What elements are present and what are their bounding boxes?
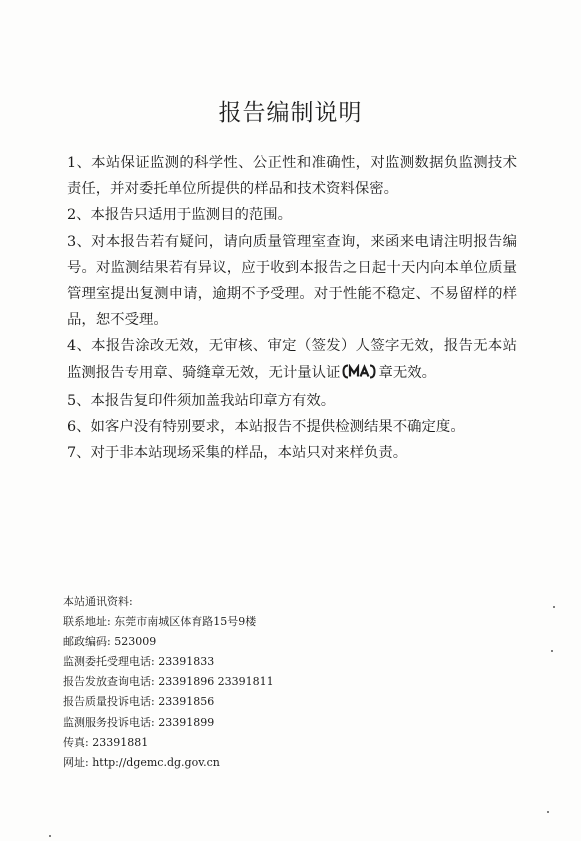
clause-1: 1、本站保证监测的科学性、公正性和准确性，对监测数据负监测技术责任，并对委托单位所提供的样品和技术资料保密。 bbox=[67, 155, 517, 198]
page-title: 报告编制说明 bbox=[218, 100, 363, 126]
contact-address: 联系地址: 东莞市南城区体育路15号9楼 bbox=[63, 615, 257, 629]
clause-3: 3、对本报告若有疑问，请向质量管理室查询，来函来电请注明报告编号。对监测结果若有异议，应于收到本报告之日起十天内向本单位质量管理室提出复测申请，逾期不予受理。对于性能不稳定、不易留样的样品，恕不受理。 bbox=[67, 233, 517, 329]
contact-heading: 本站通讯资料: bbox=[63, 595, 133, 608]
scan-speck bbox=[49, 835, 51, 837]
contact-website: 网址: http://dgemc.dg.gov.cn bbox=[63, 755, 220, 769]
clause-5: 5、本报告复印件须加盖我站印章方有效。 bbox=[67, 392, 336, 409]
contact-fax: 传真: 23391881 bbox=[63, 735, 149, 749]
clause-7: 7、对于非本站现场采集的样品，本站只对来样负责。 bbox=[67, 445, 408, 462]
clause-6: 6、如客户没有特别要求，本站报告不提供检测结果不确定度。 bbox=[67, 419, 465, 436]
scan-speck bbox=[553, 606, 555, 608]
contact-service-complaint-phone: 监测服务投诉电话: 23391899 bbox=[63, 715, 215, 729]
scan-speck bbox=[547, 811, 549, 813]
cma-logo-icon bbox=[342, 362, 376, 388]
clause-2: 2、本报告只适用于监测目的范围。 bbox=[67, 207, 293, 224]
clause-4-text-before-logo: 4、本报告涂改无效，无审核、审定（签发）人签字无效，报告无本站监测报告专用章、骑缝章无效，无计量认证 bbox=[67, 338, 517, 381]
clause-list bbox=[67, 150, 517, 466]
scan-speck bbox=[551, 650, 553, 652]
clause-4-text-after-logo: 章无效。 bbox=[378, 364, 437, 381]
contact-postcode: 邮政编码: 523009 bbox=[63, 635, 157, 649]
contact-quality-complaint-phone: 报告质量投诉电话: 23391856 bbox=[63, 695, 215, 709]
clause-4 bbox=[67, 333, 517, 387]
contact-report-query-phone: 报告发放查询电话: 23391896 23391811 bbox=[63, 675, 274, 689]
contact-info bbox=[63, 592, 403, 773]
contact-commission-phone: 监测委托受理电话: 23391833 bbox=[63, 655, 215, 669]
